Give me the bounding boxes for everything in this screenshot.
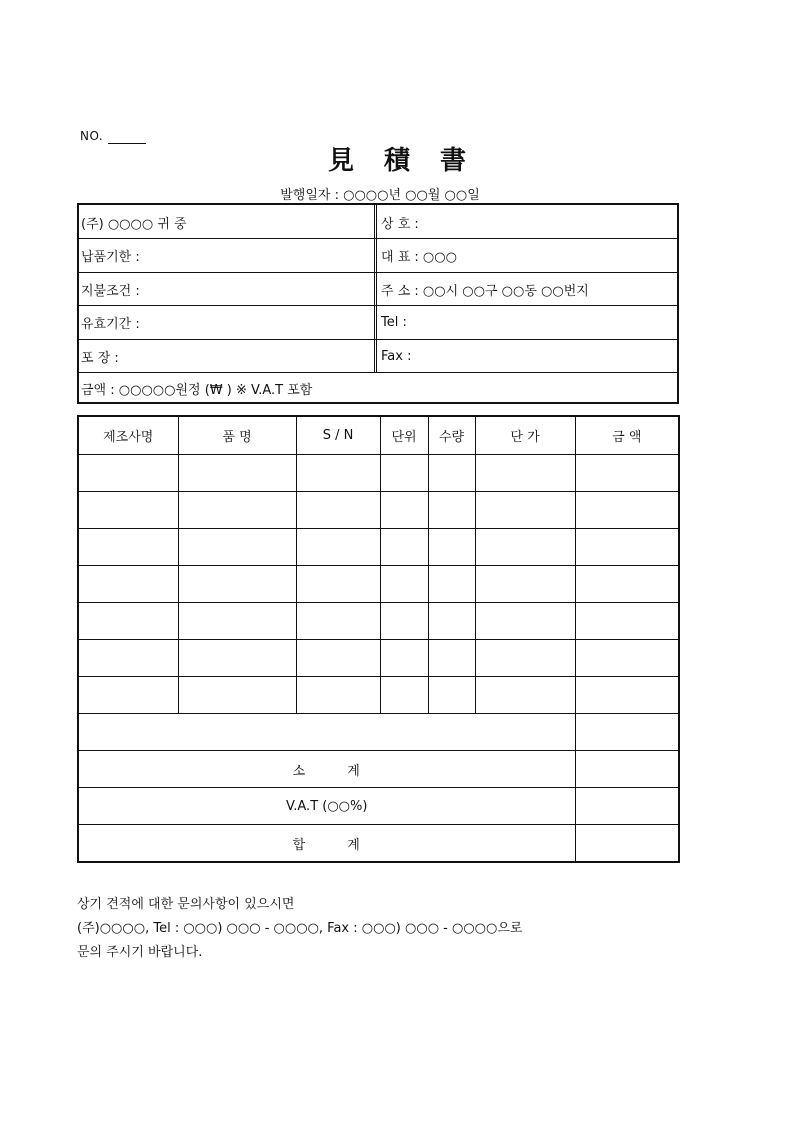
payment-terms-field: 지불조건 : <box>81 284 140 299</box>
total-row <box>78 825 679 863</box>
table-cell[interactable] <box>178 529 296 566</box>
table-cell[interactable] <box>296 603 380 640</box>
table-cell[interactable] <box>296 566 380 603</box>
page-title: 見積書 <box>327 146 496 176</box>
column-header-serial: S / N <box>296 416 380 455</box>
table-cell[interactable] <box>380 603 428 640</box>
table-cell[interactable] <box>296 492 380 529</box>
table-cell[interactable] <box>475 677 575 714</box>
table-cell[interactable] <box>428 529 475 566</box>
tel-field: Tel : <box>381 315 407 330</box>
table-cell[interactable] <box>475 529 575 566</box>
table-cell[interactable] <box>428 566 475 603</box>
table-cell[interactable] <box>78 455 178 492</box>
table-cell[interactable] <box>78 492 178 529</box>
info-row <box>79 238 677 272</box>
contact-note <box>77 893 522 965</box>
table-cell[interactable] <box>296 677 380 714</box>
blank-summary-label <box>78 714 575 751</box>
table-cell[interactable] <box>428 677 475 714</box>
contact-note-line: 문의 주시기 바랍니다. <box>77 945 203 960</box>
table-cell[interactable] <box>78 529 178 566</box>
table-row <box>78 529 679 566</box>
table-cell[interactable] <box>575 566 679 603</box>
column-header-unit-price: 단 가 <box>475 416 575 455</box>
info-row <box>79 339 677 373</box>
info-row <box>79 305 677 339</box>
table-cell[interactable] <box>78 603 178 640</box>
table-cell[interactable] <box>178 492 296 529</box>
column-header-unit: 단위 <box>380 416 428 455</box>
table-row <box>78 603 679 640</box>
table-cell[interactable] <box>428 603 475 640</box>
table-cell[interactable] <box>296 529 380 566</box>
packaging-field: 포 장 : <box>81 351 119 366</box>
table-cell[interactable] <box>575 640 679 677</box>
total-label: 합 계 <box>78 825 575 863</box>
info-row <box>79 205 677 239</box>
subtotal-row <box>78 751 679 788</box>
table-cell[interactable] <box>380 640 428 677</box>
blank-summary-row <box>78 714 679 751</box>
table-cell[interactable] <box>178 677 296 714</box>
column-header-manufacturer: 제조사명 <box>78 416 178 455</box>
table-cell[interactable] <box>575 603 679 640</box>
subtotal-value[interactable] <box>575 751 679 788</box>
company-name-field: 상 호 : <box>381 216 419 232</box>
table-cell[interactable] <box>178 603 296 640</box>
item-table <box>77 415 680 863</box>
column-header-amount: 금 액 <box>575 416 679 455</box>
info-row <box>79 272 677 306</box>
document-number-label: NO. <box>80 129 104 143</box>
table-cell[interactable] <box>475 455 575 492</box>
info-row <box>79 372 677 404</box>
table-cell[interactable] <box>575 492 679 529</box>
representative-field: 대 표 : ○○○ <box>381 250 457 265</box>
total-amount-field: 금액 : ○○○○○원정 (₩ ) ※ V.A.T 포함 <box>81 383 313 398</box>
table-cell[interactable] <box>575 529 679 566</box>
table-cell[interactable] <box>380 677 428 714</box>
table-header-row <box>78 416 679 455</box>
table-cell[interactable] <box>428 640 475 677</box>
table-row <box>78 566 679 603</box>
subtotal-label: 소 계 <box>78 751 575 788</box>
delivery-deadline-field: 납품기한 : <box>81 250 140 265</box>
address-field: 주 소 : ○○시 ○○구 ○○동 ○○번지 <box>381 284 589 299</box>
table-cell[interactable] <box>475 492 575 529</box>
total-value[interactable] <box>575 825 679 863</box>
table-cell[interactable] <box>475 640 575 677</box>
table-cell[interactable] <box>178 566 296 603</box>
table-row <box>78 640 679 677</box>
table-cell[interactable] <box>380 529 428 566</box>
column-header-quantity: 수량 <box>428 416 475 455</box>
table-row <box>78 455 679 492</box>
vat-value[interactable] <box>575 788 679 825</box>
issue-date: 발행일자 : ○○○○년 ○○월 ○○일 <box>280 188 480 203</box>
table-cell[interactable] <box>428 492 475 529</box>
table-cell[interactable] <box>296 455 380 492</box>
table-cell[interactable] <box>380 566 428 603</box>
table-cell[interactable] <box>296 640 380 677</box>
table-cell[interactable] <box>178 455 296 492</box>
column-header-product: 품 명 <box>178 416 296 455</box>
recipient-field: (주) ○○○○ 귀 중 <box>81 216 187 232</box>
vat-row <box>78 788 679 825</box>
table-cell[interactable] <box>78 566 178 603</box>
table-cell[interactable] <box>178 640 296 677</box>
table-cell[interactable] <box>475 603 575 640</box>
blank-summary-value[interactable] <box>575 714 679 751</box>
quote-info-box <box>77 203 679 404</box>
table-cell[interactable] <box>428 455 475 492</box>
table-cell[interactable] <box>78 677 178 714</box>
table-cell[interactable] <box>380 492 428 529</box>
vat-label: V.A.T (○○%) <box>78 788 575 825</box>
table-cell[interactable] <box>475 566 575 603</box>
table-cell[interactable] <box>575 677 679 714</box>
table-row <box>78 492 679 529</box>
table-cell[interactable] <box>78 640 178 677</box>
table-row <box>78 677 679 714</box>
table-cell[interactable] <box>380 455 428 492</box>
table-cell[interactable] <box>575 455 679 492</box>
contact-note-line: 상기 견적에 대한 문의사항이 있으시면 <box>77 897 295 912</box>
fax-field: Fax : <box>381 349 412 364</box>
contact-note-line: (주)○○○○, Tel : ○○○) ○○○ - ○○○○, Fax : ○○○) ○○○ - ○○○○으로 <box>77 921 523 936</box>
validity-period-field: 유효기간 : <box>81 317 140 332</box>
